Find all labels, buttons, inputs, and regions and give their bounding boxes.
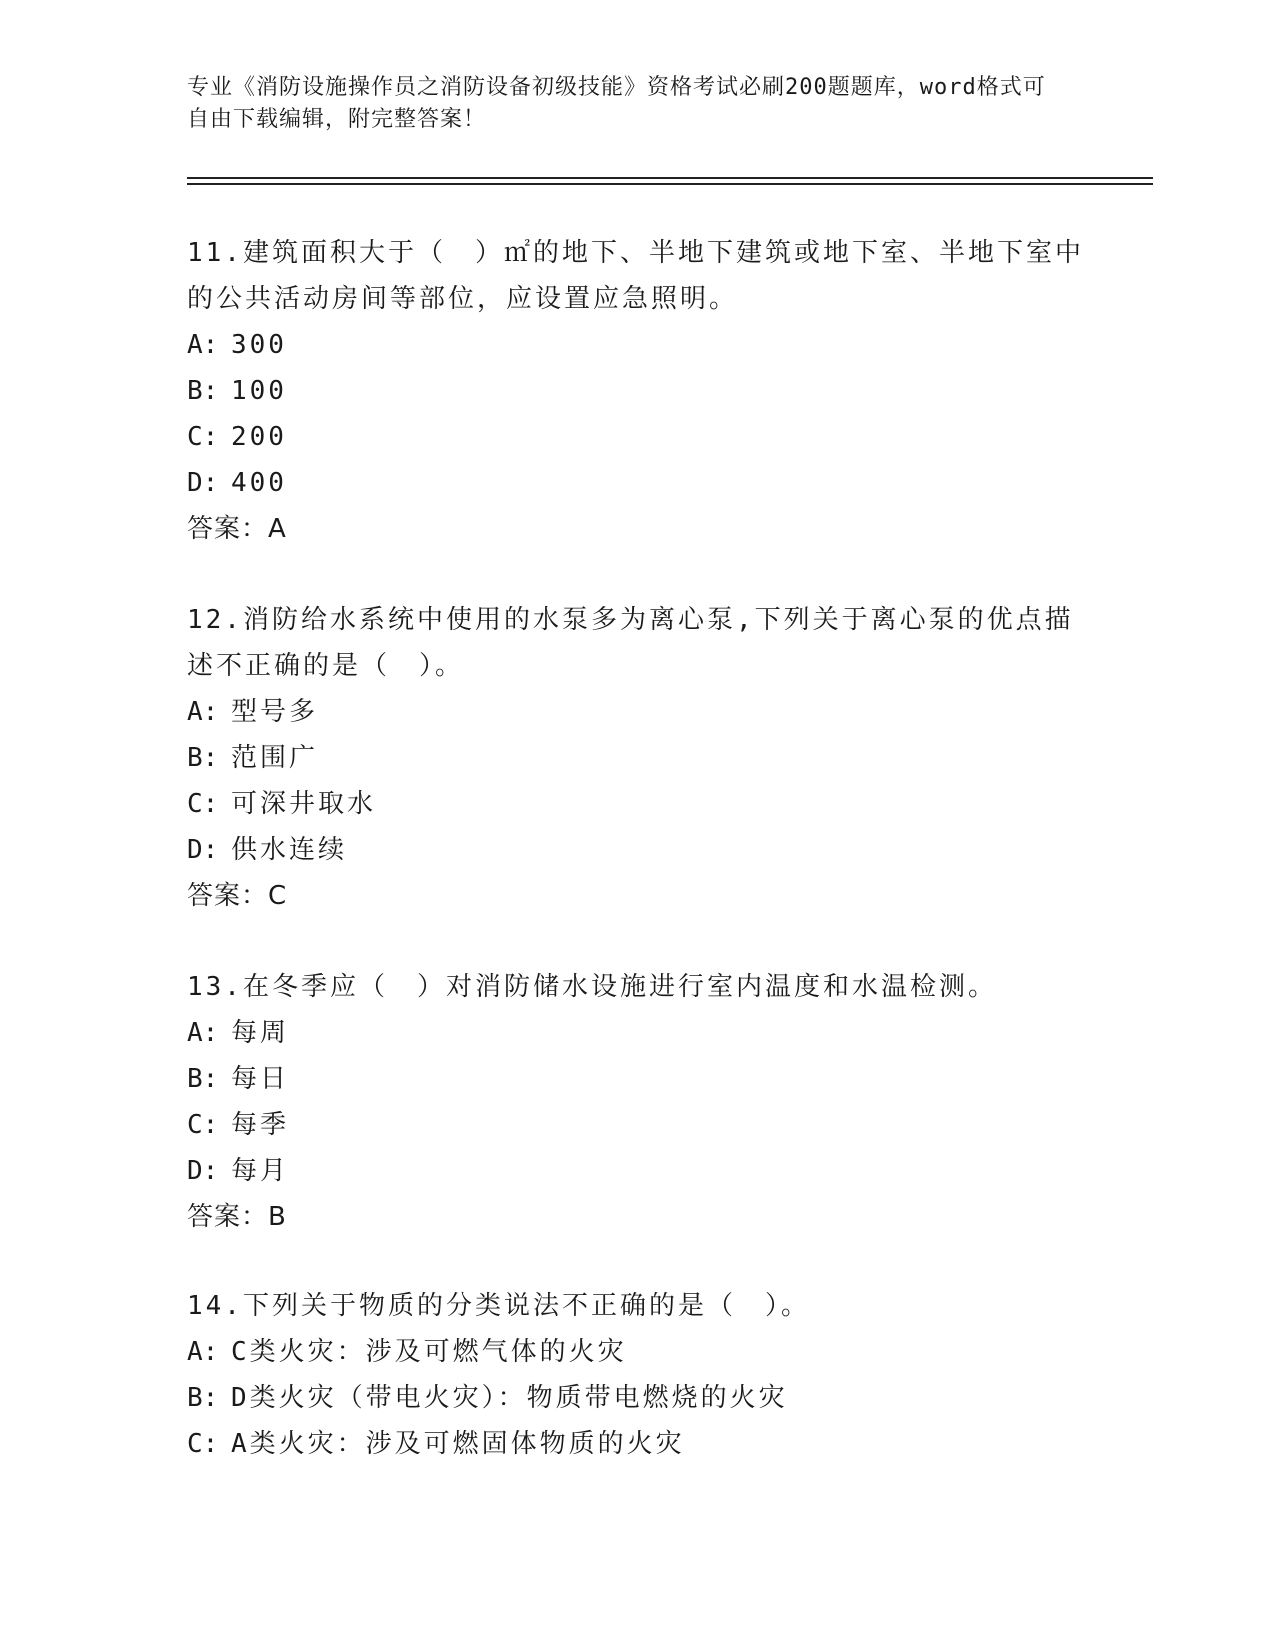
option-b (187, 1056, 1087, 1102)
option-a (187, 1010, 1087, 1056)
question-11 (187, 230, 1087, 552)
option-text: 供水连续 (231, 835, 348, 865)
option-text: D类火灾（带电火灾）：物质带电燃烧的火灾 (231, 1383, 788, 1413)
option-letter: A: (187, 330, 219, 360)
question-12 (187, 597, 1087, 919)
option-a (187, 689, 1087, 735)
option-letter: B: (187, 376, 219, 406)
question-stem: 14.下列关于物质的分类说法不正确的是（ ）。 (187, 1291, 810, 1321)
option-letter: C: (187, 1110, 219, 1140)
option-letter: B: (187, 1383, 219, 1413)
header-divider-bottom (187, 183, 1153, 185)
option-text: 300 (231, 330, 287, 360)
option-letter: D: (187, 835, 219, 865)
option-text: 每季 (231, 1110, 290, 1140)
option-text: C类火灾：涉及可燃气体的火灾 (231, 1337, 627, 1367)
option-letter: C: (187, 1429, 219, 1459)
option-letter: C: (187, 789, 219, 819)
question-stem: 13.在冬季应（ ）对消防储水设施进行室内温度和水温检测。 (187, 972, 997, 1002)
option-letter: C: (187, 422, 219, 452)
header-divider-top (187, 177, 1153, 179)
option-d (187, 460, 1087, 506)
option-letter: A: (187, 697, 219, 727)
option-c (187, 781, 1087, 827)
option-b (187, 1375, 1087, 1421)
option-text: 400 (231, 468, 287, 498)
answer-line: 答案：C (187, 881, 288, 911)
option-letter: A: (187, 1337, 219, 1367)
option-a (187, 322, 1087, 368)
option-letter: B: (187, 743, 219, 773)
option-text: A类火灾：涉及可燃固体物质的火灾 (231, 1429, 685, 1459)
option-letter: B: (187, 1064, 219, 1094)
answer-line: 答案：A (187, 514, 287, 544)
option-text: 范围广 (231, 743, 319, 773)
answer-line: 答案：B (187, 1202, 287, 1232)
option-text: 100 (231, 376, 287, 406)
question-13 (187, 964, 1087, 1240)
option-b (187, 368, 1087, 414)
option-text: 200 (231, 422, 287, 452)
question-14 (187, 1283, 1087, 1467)
option-letter: D: (187, 1156, 219, 1186)
option-c (187, 414, 1087, 460)
option-text: 可深井取水 (231, 789, 377, 819)
option-text: 每日 (231, 1064, 290, 1094)
option-b (187, 735, 1087, 781)
document-intro: 专业《消防设施操作员之消防设备初级技能》资格考试必刷200题题库，word格式可自由下载编辑，附完整答案！ (187, 75, 1046, 132)
option-c (187, 1102, 1087, 1148)
option-letter: D: (187, 468, 219, 498)
option-text: 型号多 (231, 697, 319, 727)
option-d (187, 827, 1087, 873)
option-text: 每月 (231, 1156, 290, 1186)
option-text: 每周 (231, 1018, 290, 1048)
option-a (187, 1329, 1087, 1375)
question-stem: 11.建筑面积大于（ ）㎡的地下、半地下建筑或地下室、半地下室中的公共活动房间等部位，应设置应急照明。 (187, 238, 1084, 314)
question-stem: 12.消防给水系统中使用的水泵多为离心泵,下列关于离心泵的优点描述不正确的是（ ）。 (187, 605, 1074, 681)
option-c (187, 1421, 1087, 1467)
option-letter: A: (187, 1018, 219, 1048)
option-d (187, 1148, 1087, 1194)
